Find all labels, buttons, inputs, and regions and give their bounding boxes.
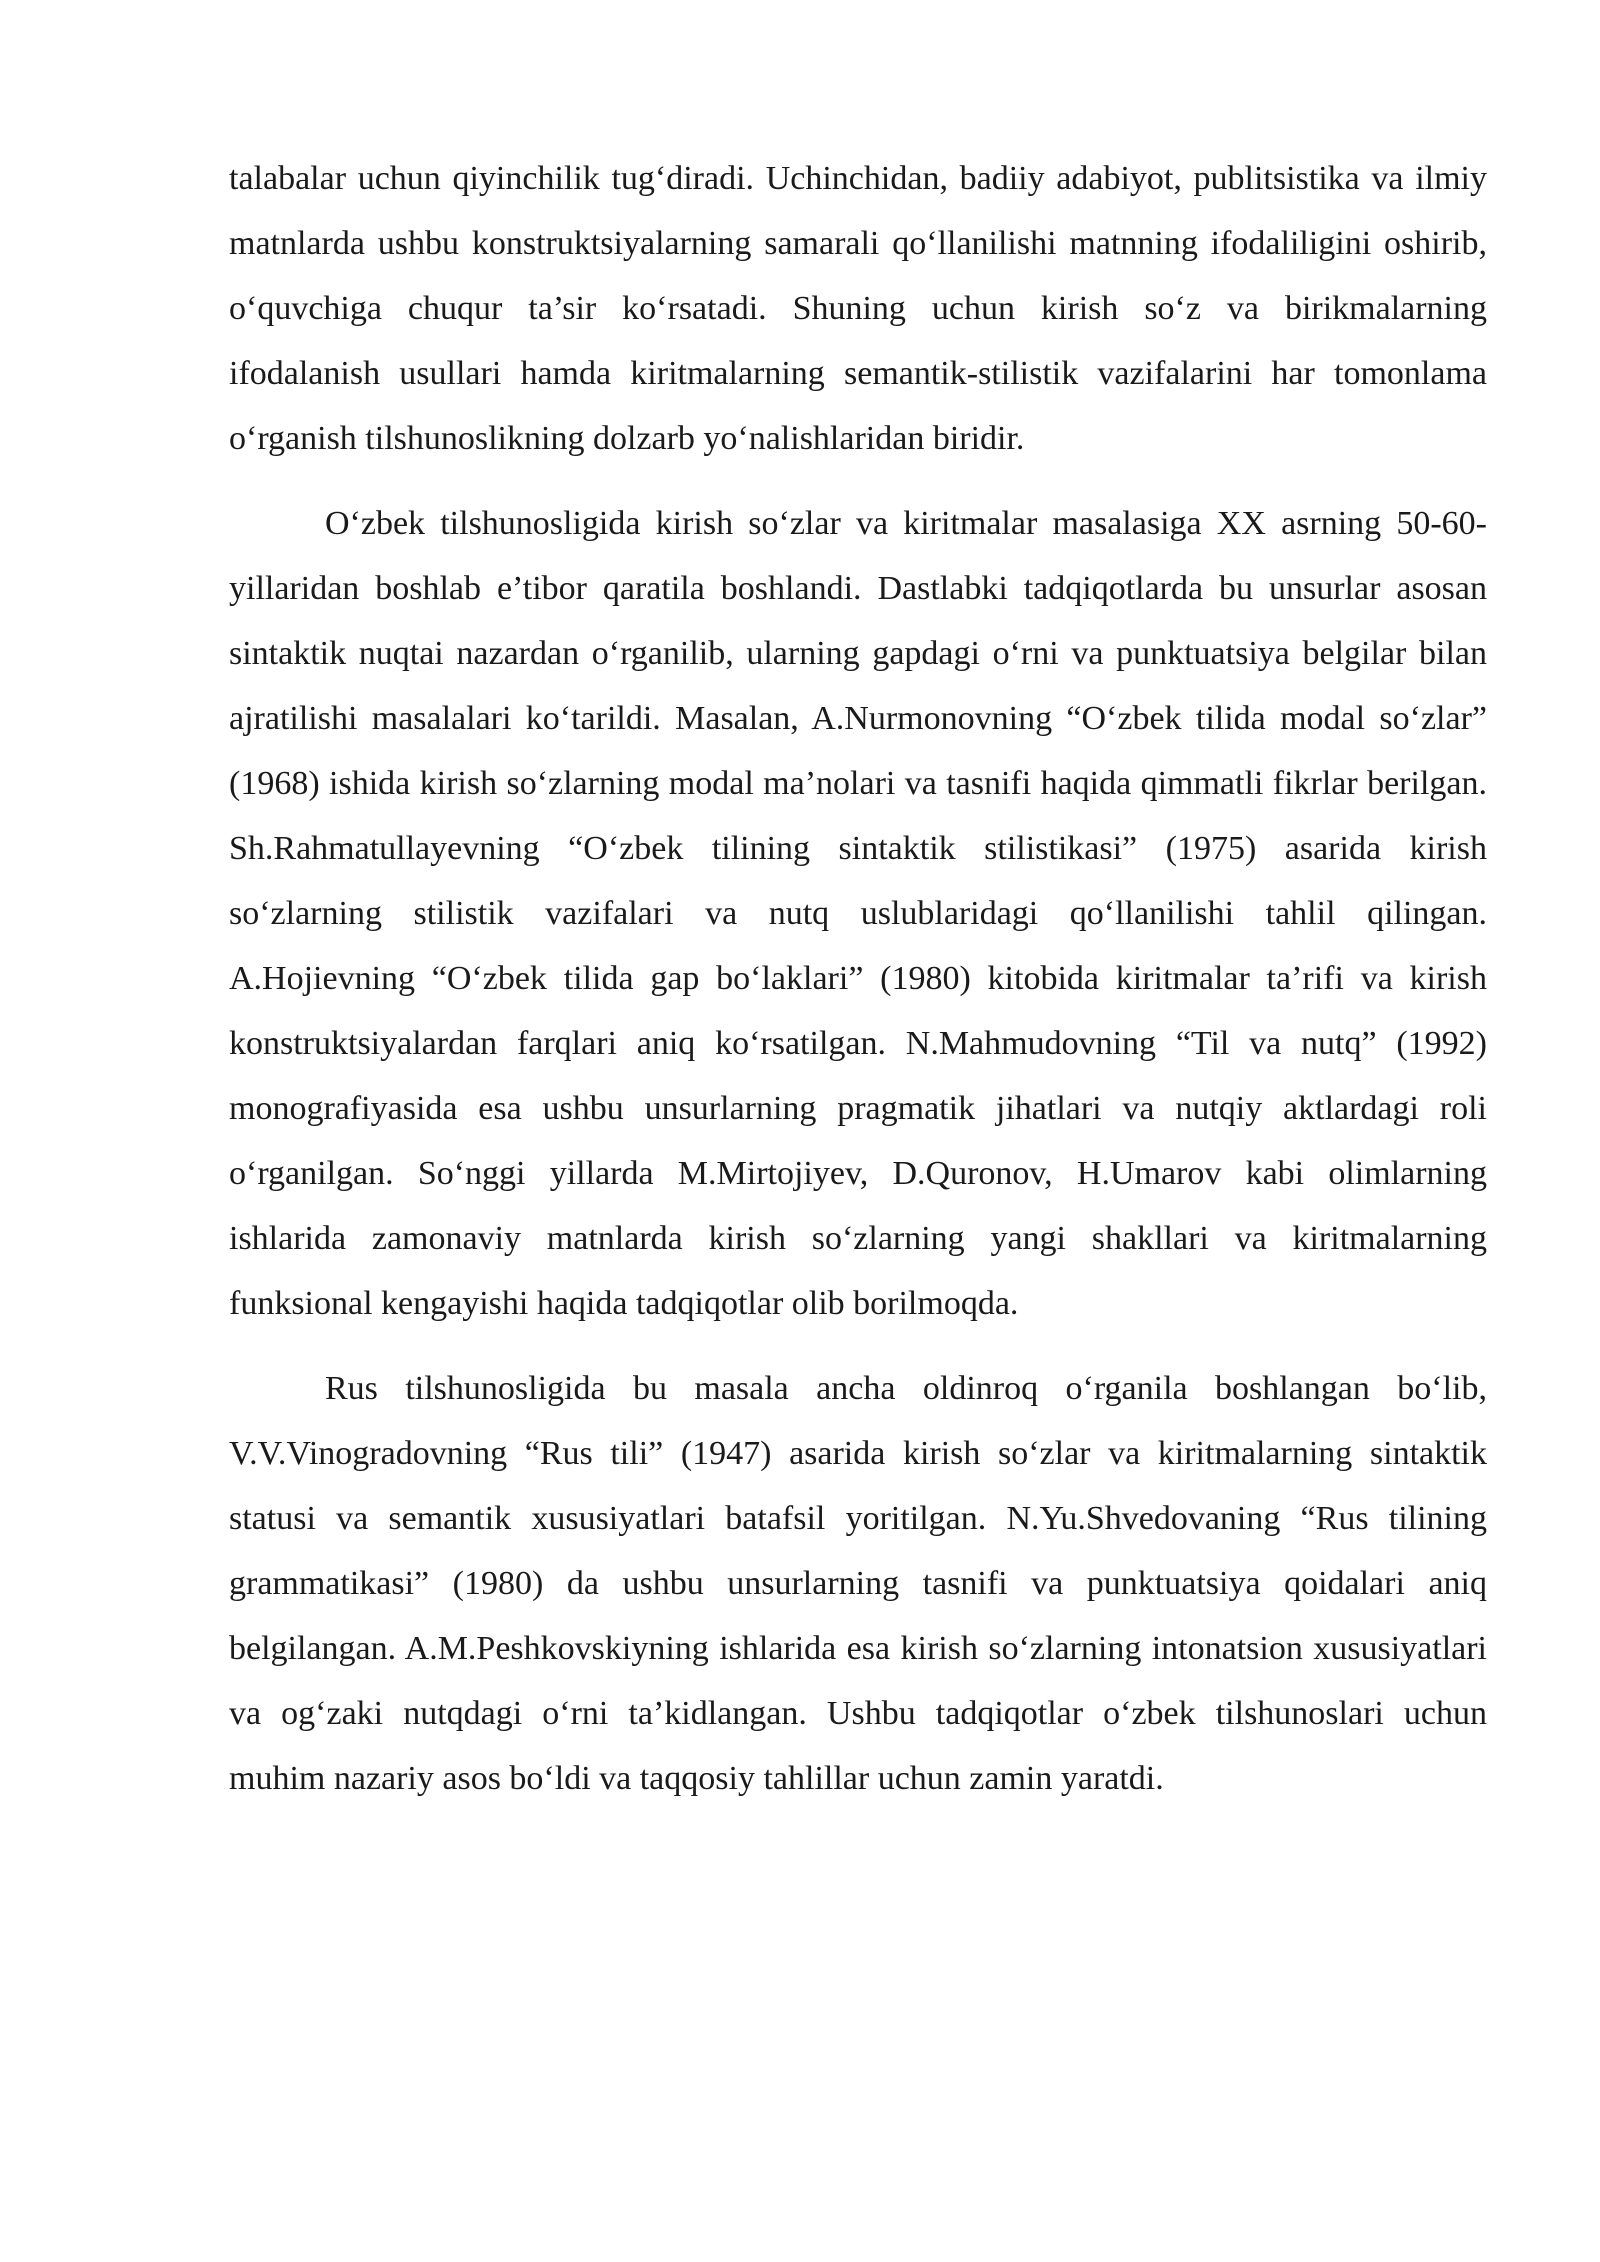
paragraph-continuation: talabalar uchun qiyinchilik tug‘diradi. Uchinchidan, badiiy adabiyot, publitsistika va ilmiy matnlarda ushbu konstruktsiyalarning samarali qo‘llanilishi matnning ifodaliligini oshirib, o‘quvchiga chuqur ta’sir ko‘rsatadi. Shuning uchun kirish so‘z va birikmalarning ifodalanish usullari hamda kiritmalarning semantik-stilistik vazifalarini har tomonlama o‘rganish tilshunoslikning dolzarb yo‘nalishlaridan biridir. [229,160,1487,457]
document-page [229,146,1487,1811]
paragraph-russian-linguistics: Rus tilshunosligida bu masala ancha oldinroq o‘rganila boshlangan bo‘lib, V.V.Vinogradovning “Rus tili” (1947) asarida kirish so‘zlar va kiritmalarning sintaktik statusi va semantik xususiyatlari batafsil yoritilgan. N.Yu.Shvedovaning “Rus tilining grammatikasi” (1980) da ushbu unsurlarning tasnifi va punktuatsiya qoidalari aniq belgilangan. A.M.Peshkovskiyning ishlarida esa kirish so‘zlarning intonatsion xususiyatlari va og‘zaki nutqdagi o‘rni ta’kidlangan. Ushbu tadqiqotlar o‘zbek tilshunoslari uchun muhim nazariy asos bo‘ldi va taqqosiy tahlillar uchun zamin yaratdi. [229,1370,1487,1797]
paragraph-uzbek-linguistics: O‘zbek tilshunosligida kirish so‘zlar va kiritmalar masalasiga XX asrning 50-60-yillaridan boshlab e’tibor qaratila boshlandi. Dastlabki tadqiqotlarda bu unsurlar asosan sintaktik nuqtai nazardan o‘rganilib, ularning gapdagi o‘rni va punktuatsiya belgilar bilan ajratilishi masalalari ko‘tarildi. Masalan, A.Nurmonovning “O‘zbek tilida modal so‘zlar” (1968) ishida kirish so‘zlarning modal ma’nolari va tasnifi haqida qimmatli fikrlar berilgan. Sh.Rahmatullayevning “O‘zbek tilining sintaktik stilistikasi” (1975) asarida kirish so‘zlarning stilistik vazifalari va nutq uslublaridagi qo‘llanilishi tahlil qilingan. A.Hojievning “O‘zbek tilida gap bo‘laklari” (1980) kitobida kiritmalar ta’rifi va kirish konstruktsiyalardan farqlari aniq ko‘rsatilgan. N.Mahmudovning “Til va nutq” (1992) monografiyasida esa ushbu unsurlarning pragmatik jihatlari va nutqiy aktlardagi roli o‘rganilgan. So‘nggi yillarda M.Mirtojiyev, D.Quronov, H.Umarov kabi olimlarning ishlarida zamonaviy matnlarda kirish so‘zlarning yangi shakllari va kiritmalarning funksional kengayishi haqida tadqiqotlar olib borilmoqda. [229,505,1487,1322]
